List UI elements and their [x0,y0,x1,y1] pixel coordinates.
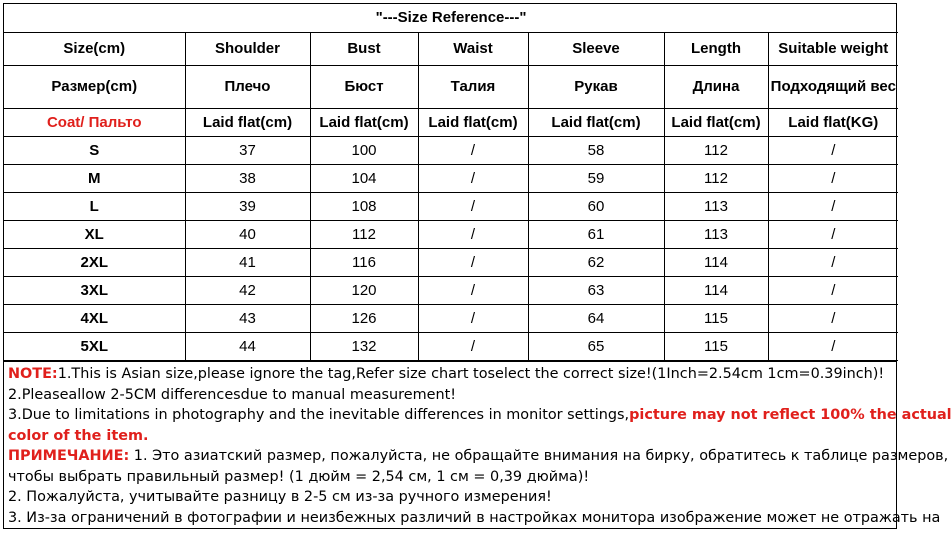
note-label: NOTE: [8,366,58,382]
size-table [4,4,898,361]
notes-section [4,361,952,528]
size-label: M [4,165,185,193]
table-cell: 100 [310,137,418,165]
header-cell: Laid flat(cm) [185,109,310,137]
header-cell: Laid flat(cm) [418,109,528,137]
size-label: 3XL [4,277,185,305]
table-row [4,249,898,277]
ru-note-line-2: 2. Пожалуйста, учитывайте разницу в 2-5 см из-за ручного измерения! [8,489,552,505]
table-cell: 114 [664,277,768,305]
table-cell: 132 [310,333,418,361]
note-emphasis: color of the item. [8,427,149,444]
table-row [4,193,898,221]
header-cell: Bust [310,33,418,66]
note-line-2: 2.Pleaseallow 2-5CM differencesdue to manual measurement! [8,386,457,403]
note-text: 3.Due to limitations in photography and the inevitable differences in monitor settings, [8,407,630,423]
table-cell: 115 [664,305,768,333]
ru-note-line-3: 3. Из-за ограничений в фотографии и неизбежных различий в настройках монитора изображение может не отражать на [8,509,941,526]
table-cell: 104 [310,165,418,193]
table-cell: 115 [664,333,768,361]
header-row-en [4,33,898,66]
table-cell: 39 [185,193,310,221]
table-cell: 59 [528,165,664,193]
table-cell: / [768,221,898,249]
header-cell: Sleeve [528,33,664,66]
header-cell: Размер(cm) [4,66,185,109]
table-cell: / [418,333,528,361]
header-cell: Плечо [185,66,310,109]
table-cell: 108 [310,193,418,221]
table-cell: 113 [664,193,768,221]
table-cell: 114 [664,249,768,277]
table-row [4,277,898,305]
size-label: 5XL [4,333,185,361]
header-cell: Подходящий вес [768,66,898,109]
table-cell: 112 [310,221,418,249]
header-cell: Suitable weight [768,33,898,66]
header-cell: Рукав [528,66,664,109]
header-cell: Laid flat(cm) [664,109,768,137]
table-row [4,221,898,249]
table-cell: 62 [528,249,664,277]
table-cell: 61 [528,221,664,249]
size-label: XL [4,221,185,249]
note-text: 1. Это азиатский размер, пожалуйста, не обращайте внимания на бирку, обратитесь к таблице размеров, [129,448,949,464]
ru-note-line-1 [8,446,949,467]
table-cell: / [418,165,528,193]
note-line-3-cont [8,426,892,447]
header-cell: Laid flat(cm) [310,109,418,137]
table-cell: 63 [528,277,664,305]
table-cell: 120 [310,277,418,305]
header-cell: Талия [418,66,528,109]
table-row [4,137,898,165]
table-cell: 38 [185,165,310,193]
note-text: 1.This is Asian size,please ignore the tag,Refer size chart toselect the correct size!(1Inch=2.54cm 1cm=0.39inch)! [57,366,885,382]
table-cell: / [418,305,528,333]
note-line-1 [8,364,892,385]
table-cell: 44 [185,333,310,361]
ru-note-line-1b: чтобы выбрать правильный размер! (1 дюйм = 2,54 см, 1 см = 0,39 дюйма)! [8,468,590,485]
header-cell: Laid flat(cm) [528,109,664,137]
table-cell: 60 [528,193,664,221]
header-cell: Length [664,33,768,66]
table-cell: / [418,249,528,277]
table-cell: 42 [185,277,310,305]
table-cell: / [768,193,898,221]
table-cell: 64 [528,305,664,333]
coat-label: Coat/ Пальто [4,109,185,137]
ru-note-label: ПРИМЕЧАНИЕ: [8,448,130,464]
chart-title: "---Size Reference---" [4,4,898,33]
header-cell: Size(cm) [4,33,185,66]
size-chart [3,3,952,529]
table-cell: / [768,333,898,361]
header-cell: Бюст [310,66,418,109]
table-cell: 126 [310,305,418,333]
table-cell: / [768,277,898,305]
table-cell: 112 [664,165,768,193]
header-cell: Waist [418,33,528,66]
table-row [4,165,898,193]
table-cell: / [418,221,528,249]
table-cell: / [768,137,898,165]
header-cell: Shoulder [185,33,310,66]
header-cell: Laid flat(KG) [768,109,898,137]
table-cell: 116 [310,249,418,277]
header-row-unit [4,109,898,137]
table-cell: 113 [664,221,768,249]
note-line-3 [8,405,952,426]
size-label: 4XL [4,305,185,333]
size-label: S [4,137,185,165]
table-cell: / [768,165,898,193]
note-emphasis: picture may not reflect 100% the actual [629,407,952,423]
table-cell: 112 [664,137,768,165]
table-cell: / [418,277,528,305]
table-cell: 65 [528,333,664,361]
table-cell: 41 [185,249,310,277]
size-label: 2XL [4,249,185,277]
table-row [4,305,898,333]
table-cell: / [418,193,528,221]
size-label: L [4,193,185,221]
header-cell: Длина [664,66,768,109]
table-cell: 37 [185,137,310,165]
table-cell: 43 [185,305,310,333]
table-row [4,333,898,361]
table-cell: / [418,137,528,165]
table-cell: 40 [185,221,310,249]
header-row-ru [4,66,898,109]
table-cell: / [768,305,898,333]
table-cell: / [768,249,898,277]
table-cell: 58 [528,137,664,165]
